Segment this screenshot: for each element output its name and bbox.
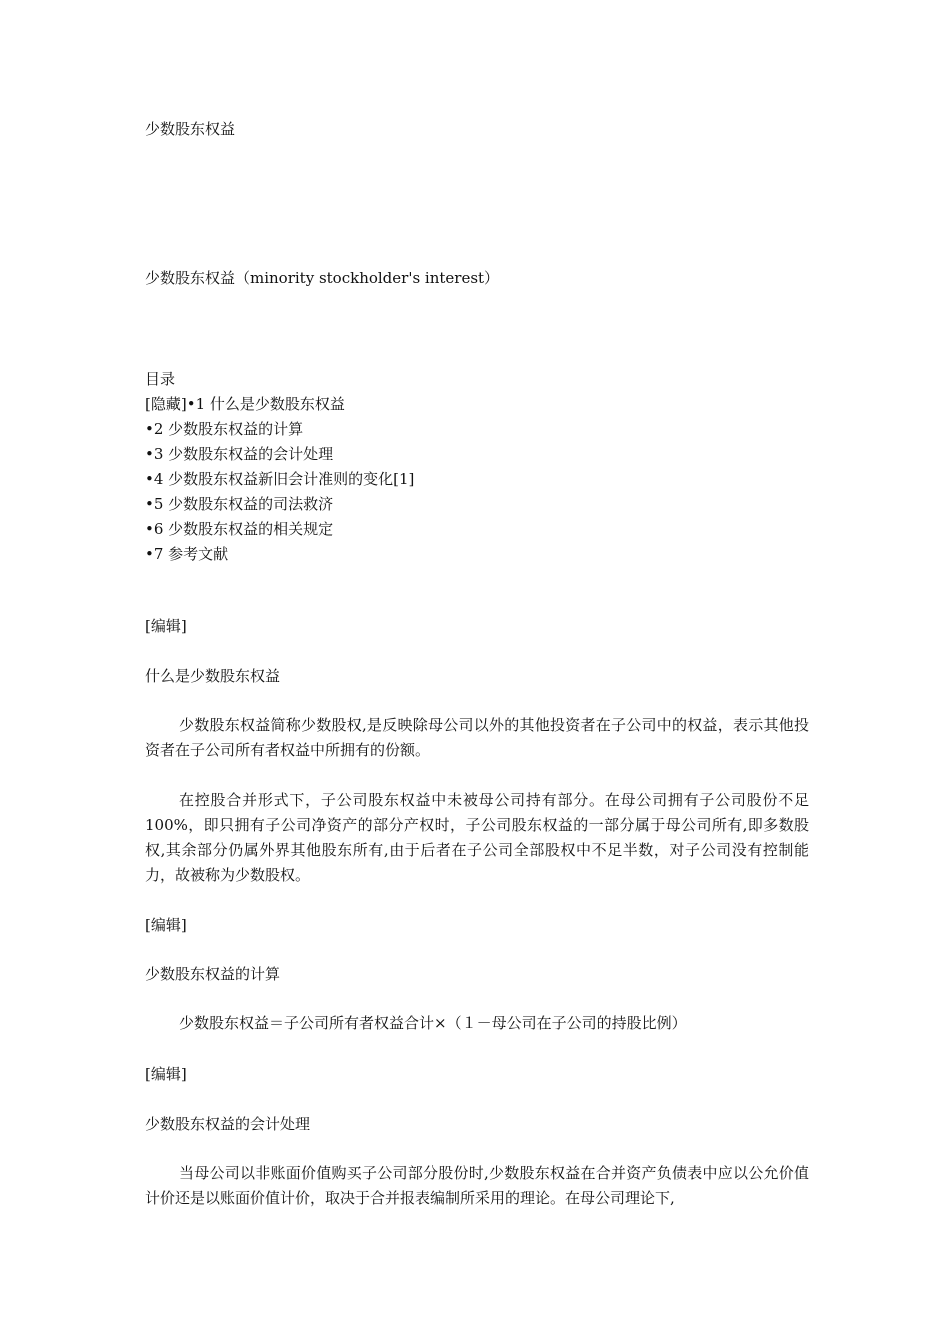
table-of-contents	[145, 367, 414, 567]
section-1-paragraph-2: 在控股合并形式下，子公司股东权益中未被母公司持有部分。在母公司拥有子公司股份不足 100%，即只拥有子公司净资产的部分产权时，子公司股东权益的一部分属于母公司所有,即多数股权,其余部分仍属外界其他股东所有,由于后者在子公司全部股权中不足半数，对子公司没有控制能力，故被称为少数股权。	[145, 791, 809, 884]
toc-item-4[interactable]: •4 少数股东权益新旧会计准则的变化[1]	[145, 470, 415, 488]
section-2-paragraph-1: 少数股东权益＝子公司所有者权益合计×（１－母公司在子公司的持股比例）	[179, 1014, 687, 1032]
document-subtitle: 少数股东权益（minority stockholder's interest）	[145, 269, 500, 287]
document-title: 少数股东权益	[145, 120, 236, 138]
section-3-paragraph-1: 当母公司以非账面价值购买子公司部分股份时,少数股东权益在合并资产负债表中应以公允价值计价还是以账面价值计价，取决于合并报表编制所采用的理论。在母公司理论下,	[145, 1164, 809, 1207]
toc-item-7[interactable]: •7 参考文献	[145, 545, 229, 563]
section-heading-2: 少数股东权益的计算	[145, 965, 281, 983]
section-heading-1: 什么是少数股东权益	[145, 667, 281, 685]
edit-link-section-2[interactable]: [编辑]	[145, 916, 187, 934]
toc-item-1[interactable]: •1 什么是少数股东权益	[186, 395, 345, 413]
toc-item-6[interactable]: •6 少数股东权益的相关规定	[145, 520, 334, 538]
toc-item-3[interactable]: •3 少数股东权益的会计处理	[145, 445, 334, 463]
toc-heading: 目录	[145, 370, 176, 388]
section-heading-3: 少数股东权益的会计处理	[145, 1115, 311, 1133]
toc-item-5[interactable]: •5 少数股东权益的司法救济	[145, 495, 334, 513]
toc-item-2[interactable]: •2 少数股东权益的计算	[145, 420, 304, 438]
toc-row-1	[145, 392, 414, 417]
edit-link-section-1[interactable]: [编辑]	[145, 617, 187, 635]
section-1-paragraph-1: 少数股东权益简称少数股权,是反映除母公司以外的其他投资者在子公司中的权益，表示其他投资者在子公司所有者权益中所拥有的份额。	[145, 716, 809, 759]
toc-hide-toggle[interactable]: [隐藏]	[145, 395, 187, 413]
edit-link-section-3[interactable]: [编辑]	[145, 1065, 187, 1083]
